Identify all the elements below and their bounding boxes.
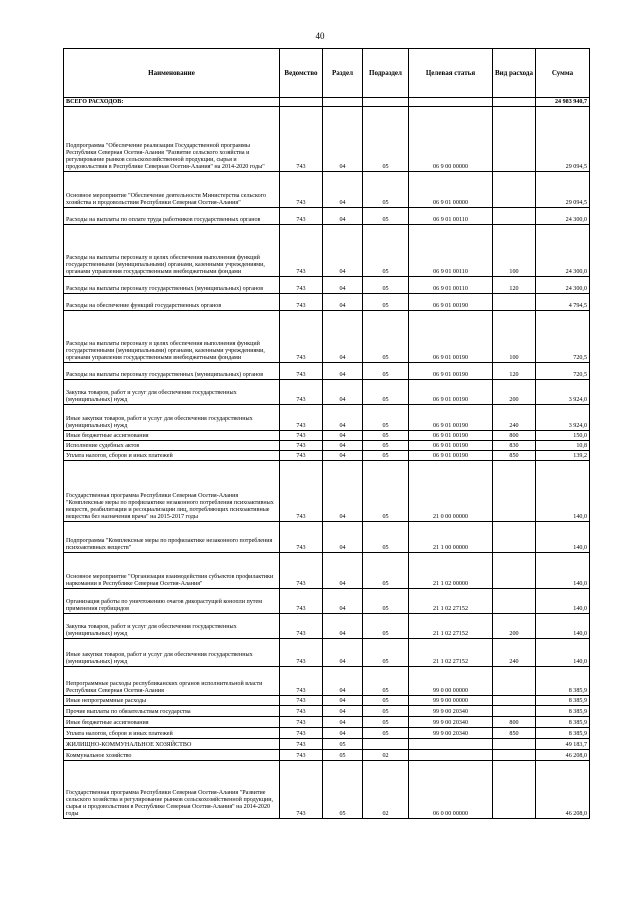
row-expense-type: [493, 706, 536, 717]
row-department: 743: [280, 553, 323, 589]
row-amount: 24 300,0: [536, 208, 590, 225]
row-section: 04: [323, 553, 363, 589]
row-name: Организация работы по уничтожению очагов дикорастущей конопли путем применения гербицидов: [64, 589, 280, 614]
row-section: 04: [323, 277, 363, 294]
row-name: Расходы на выплаты по оплате труда работников государственных органов: [64, 208, 280, 225]
row-amount: 150,0: [536, 431, 590, 441]
row-expense-type: 850: [493, 451, 536, 461]
table-row: [64, 522, 590, 553]
row-expense-type: [493, 761, 536, 819]
row-target-item: 06 9 01 00190: [409, 294, 493, 311]
row-department: 743: [280, 667, 323, 696]
row-section: 05: [323, 750, 363, 761]
table-row: [64, 311, 590, 363]
row-department: 743: [280, 380, 323, 405]
row-department: 743: [280, 461, 323, 522]
row-amount: 24 983 940,7: [536, 98, 590, 107]
row-section: 04: [323, 728, 363, 739]
row-amount: 140,0: [536, 553, 590, 589]
table-row: [64, 750, 590, 761]
row-department: 743: [280, 728, 323, 739]
header-amount: Сумма: [536, 49, 590, 98]
row-name: Расходы на выплаты персоналу государственных (муниципальных) органов: [64, 363, 280, 380]
row-subsection: 05: [363, 522, 409, 553]
row-section: 04: [323, 294, 363, 311]
row-expense-type: 800: [493, 431, 536, 441]
table-row: [64, 639, 590, 667]
row-name: Подпрограмма "Обеспечение реализации Государственной программы Республики Северная Осетия-Алания "Развитие сельского хозяйства и регулирование рынков сельскохозяйственной продукции, сырья и продовольствия в Республике Северная Осетия-Алания" на 2014-2020 годы": [64, 107, 280, 172]
row-amount: 29 094,5: [536, 107, 590, 172]
row-expense-type: 240: [493, 405, 536, 431]
table-row: [64, 380, 590, 405]
row-subsection: 05: [363, 208, 409, 225]
row-target-item: 21 1 02 00000: [409, 553, 493, 589]
row-section: 04: [323, 225, 363, 277]
row-section: 04: [323, 589, 363, 614]
header-target-item: Целевая статья: [409, 49, 493, 98]
row-name: Иные бюджетные ассигнования: [64, 431, 280, 441]
row-target-item: 21 1 02 27152: [409, 639, 493, 667]
row-department: [280, 98, 323, 107]
row-subsection: 05: [363, 553, 409, 589]
row-name: Уплата налогов, сборов и иных платежей: [64, 728, 280, 739]
table-row: [64, 761, 590, 819]
row-amount: 8 385,9: [536, 717, 590, 728]
row-subsection: 05: [363, 451, 409, 461]
row-department: 743: [280, 431, 323, 441]
row-amount: 46 208,0: [536, 761, 590, 819]
row-section: 04: [323, 639, 363, 667]
row-expense-type: [493, 107, 536, 172]
row-department: 743: [280, 614, 323, 639]
table-row: [64, 225, 590, 277]
row-department: 743: [280, 225, 323, 277]
row-target-item: 99 9 00 20340: [409, 717, 493, 728]
expenditure-table: [63, 48, 590, 819]
row-subsection: 05: [363, 614, 409, 639]
page-number: 40: [315, 31, 325, 41]
row-subsection: 05: [363, 717, 409, 728]
row-subsection: 05: [363, 431, 409, 441]
table-row: [64, 107, 590, 172]
row-subsection: 05: [363, 728, 409, 739]
row-name: Непрограммные расходы республиканских органов исполнительной власти Республики Северная Осетия-Алания: [64, 667, 280, 696]
row-subsection: 05: [363, 441, 409, 451]
row-subsection: 02: [363, 750, 409, 761]
row-name: Иные непрограммные расходы: [64, 696, 280, 706]
table-row: [64, 461, 590, 522]
row-name: ВСЕГО РАСХОДОВ:: [64, 98, 280, 107]
row-section: 04: [323, 461, 363, 522]
row-name: Прочие выплаты по обязательствам государства: [64, 706, 280, 717]
table-row: [64, 405, 590, 431]
table-row: [64, 277, 590, 294]
row-target-item: 06 9 01 00110: [409, 225, 493, 277]
row-amount: 29 094,5: [536, 172, 590, 208]
row-section: 04: [323, 107, 363, 172]
row-department: 743: [280, 172, 323, 208]
row-target-item: 06 9 01 00190: [409, 441, 493, 451]
row-department: 743: [280, 294, 323, 311]
table-row: [64, 553, 590, 589]
row-amount: 49 183,7: [536, 739, 590, 750]
row-section: 04: [323, 667, 363, 696]
row-department: 743: [280, 522, 323, 553]
row-expense-type: [493, 461, 536, 522]
table-row: [64, 614, 590, 639]
table-row: [64, 208, 590, 225]
row-expense-type: [493, 98, 536, 107]
row-section: 04: [323, 706, 363, 717]
row-amount: 8 385,9: [536, 728, 590, 739]
row-amount: 140,0: [536, 522, 590, 553]
row-subsection: 05: [363, 380, 409, 405]
row-department: 743: [280, 761, 323, 819]
header-name: Наименование: [64, 49, 280, 98]
row-department: 743: [280, 639, 323, 667]
row-name: Закупка товаров, работ и услуг для обеспечения государственных (муниципальных) нужд: [64, 380, 280, 405]
row-expense-type: [493, 172, 536, 208]
row-subsection: 05: [363, 639, 409, 667]
row-name: Расходы на выплаты персоналу в целях обеспечения выполнения функций государственными (муниципальными) органами, казенными учреждениями, органами управления государственными внебюджетными фондами: [64, 225, 280, 277]
row-expense-type: 100: [493, 225, 536, 277]
table-row: [64, 441, 590, 451]
row-target-item: 06 9 01 00190: [409, 311, 493, 363]
row-expense-type: 200: [493, 614, 536, 639]
row-name: ЖИЛИЩНО-КОММУНАЛЬНОЕ ХОЗЯЙСТВО: [64, 739, 280, 750]
row-department: 743: [280, 739, 323, 750]
row-amount: 720,5: [536, 363, 590, 380]
row-section: 04: [323, 522, 363, 553]
row-department: 743: [280, 589, 323, 614]
row-subsection: [363, 98, 409, 107]
table-row: [64, 739, 590, 750]
row-target-item: 06 9 01 00190: [409, 363, 493, 380]
row-department: 743: [280, 441, 323, 451]
row-section: 05: [323, 739, 363, 750]
row-target-item: [409, 750, 493, 761]
row-target-item: 21 0 00 00000: [409, 461, 493, 522]
table-row: [64, 98, 590, 107]
row-subsection: 05: [363, 225, 409, 277]
row-name: Государственная программа Республики Северная Осетия-Алания "Комплексные меры по профилактике незаконного потребления психоактивных веществ, реабилитации и ресоциализации лиц, потребляющих психоактивные вещества без назначения врача" на 2015-2017 годы: [64, 461, 280, 522]
row-subsection: 05: [363, 461, 409, 522]
row-amount: 140,0: [536, 589, 590, 614]
row-name: Основное мероприятие "Обеспечение деятельности Министерства сельского хозяйства и продовольствия Республики Северная Осетия-Алания": [64, 172, 280, 208]
table-row: [64, 717, 590, 728]
row-section: 04: [323, 172, 363, 208]
row-section: 04: [323, 717, 363, 728]
row-target-item: 06 9 00 00000: [409, 107, 493, 172]
row-amount: 140,0: [536, 614, 590, 639]
row-department: 743: [280, 311, 323, 363]
table-row: [64, 363, 590, 380]
row-subsection: 05: [363, 363, 409, 380]
row-expense-type: [493, 589, 536, 614]
row-section: 04: [323, 431, 363, 441]
row-expense-type: 240: [493, 639, 536, 667]
row-name: Закупка товаров, работ и услуг для обеспечения государственных (муниципальных) нужд: [64, 614, 280, 639]
row-section: 04: [323, 696, 363, 706]
row-target-item: 06 9 01 00190: [409, 380, 493, 405]
row-target-item: 06 9 01 00190: [409, 431, 493, 441]
row-target-item: 21 1 00 00000: [409, 522, 493, 553]
row-target-item: 06 9 01 00110: [409, 208, 493, 225]
row-department: 743: [280, 717, 323, 728]
row-target-item: 21 1 02 27152: [409, 589, 493, 614]
row-target-item: 06 0 00 00000: [409, 761, 493, 819]
table-row: [64, 451, 590, 461]
row-subsection: [363, 739, 409, 750]
table-row: [64, 706, 590, 717]
row-target-item: 06 9 01 00190: [409, 405, 493, 431]
row-section: 04: [323, 441, 363, 451]
row-section: 05: [323, 761, 363, 819]
row-amount: 8 385,9: [536, 667, 590, 696]
row-target-item: 06 9 01 00000: [409, 172, 493, 208]
row-department: 743: [280, 696, 323, 706]
table-row: [64, 589, 590, 614]
table-row: [64, 667, 590, 696]
row-subsection: 05: [363, 311, 409, 363]
row-subsection: 05: [363, 277, 409, 294]
row-subsection: 05: [363, 172, 409, 208]
row-name: Коммунальное хозяйство: [64, 750, 280, 761]
row-target-item: 99 9 00 20340: [409, 706, 493, 717]
row-expense-type: [493, 750, 536, 761]
table-row: [64, 728, 590, 739]
row-name: Расходы на выплаты персоналу в целях обеспечения выполнения функций государственными (муниципальными) органами, казенными учреждениями, органами управления государственными внебюджетными фондами: [64, 311, 280, 363]
row-target-item: 99 0 00 00000: [409, 667, 493, 696]
row-name: Иные закупки товаров, работ и услуг для обеспечения государственных (муниципальных) нужд: [64, 639, 280, 667]
row-target-item: [409, 98, 493, 107]
row-department: 743: [280, 451, 323, 461]
row-amount: 3 924,0: [536, 405, 590, 431]
table-row: [64, 172, 590, 208]
row-name: Основное мероприятие "Организация взаимодействия субъектов профилактики наркомании в Республике Северная Осетия-Алания": [64, 553, 280, 589]
row-amount: 46 208,0: [536, 750, 590, 761]
row-name: Расходы на обеспечение функций государственных органов: [64, 294, 280, 311]
row-section: 04: [323, 311, 363, 363]
row-target-item: 99 9 00 20340: [409, 728, 493, 739]
row-name: Исполнение судебных актов: [64, 441, 280, 451]
row-section: 04: [323, 380, 363, 405]
header-department: Ведомство: [280, 49, 323, 98]
row-name: Государственная программа Республики Северная Осетия-Алания "Развитие сельского хозяйства и регулирование рынков сельскохозяйственной продукции, сырья и продовольствия в Республике Северная Осетия-Алания" на 2014-2020 годы: [64, 761, 280, 819]
row-department: 743: [280, 107, 323, 172]
row-amount: 4 794,5: [536, 294, 590, 311]
row-section: 04: [323, 363, 363, 380]
row-amount: 10,8: [536, 441, 590, 451]
row-section: 04: [323, 451, 363, 461]
row-target-item: 21 1 02 27152: [409, 614, 493, 639]
row-amount: 8 385,9: [536, 696, 590, 706]
table-row: [64, 294, 590, 311]
row-section: 04: [323, 405, 363, 431]
row-name: Иные бюджетные ассигнования: [64, 717, 280, 728]
row-department: 743: [280, 208, 323, 225]
table-row: [64, 696, 590, 706]
header-expense-type: Вид расхода: [493, 49, 536, 98]
row-subsection: 05: [363, 589, 409, 614]
row-expense-type: 120: [493, 277, 536, 294]
row-expense-type: 800: [493, 717, 536, 728]
table-header-row: [64, 49, 590, 98]
row-name: Иные закупки товаров, работ и услуг для обеспечения государственных (муниципальных) нужд: [64, 405, 280, 431]
row-expense-type: [493, 208, 536, 225]
row-target-item: 06 9 01 00110: [409, 277, 493, 294]
row-expense-type: [493, 667, 536, 696]
row-amount: 720,5: [536, 311, 590, 363]
row-subsection: 05: [363, 696, 409, 706]
row-expense-type: [493, 553, 536, 589]
row-name: Расходы на выплаты персоналу государственных (муниципальных) органов: [64, 277, 280, 294]
row-department: 743: [280, 750, 323, 761]
row-subsection: 05: [363, 294, 409, 311]
row-section: 04: [323, 614, 363, 639]
row-amount: 24 300,0: [536, 225, 590, 277]
header-subsection: Подраздел: [363, 49, 409, 98]
row-target-item: 06 9 01 00190: [409, 451, 493, 461]
row-expense-type: 830: [493, 441, 536, 451]
row-name: Уплата налогов, сборов и иных платежей: [64, 451, 280, 461]
row-department: 743: [280, 277, 323, 294]
row-expense-type: [493, 739, 536, 750]
row-expense-type: [493, 522, 536, 553]
row-amount: 139,2: [536, 451, 590, 461]
row-department: 743: [280, 706, 323, 717]
row-expense-type: [493, 696, 536, 706]
row-expense-type: 100: [493, 311, 536, 363]
row-amount: 8 385,9: [536, 706, 590, 717]
row-amount: 3 924,0: [536, 380, 590, 405]
row-expense-type: 200: [493, 380, 536, 405]
row-department: 743: [280, 405, 323, 431]
header-section: Раздел: [323, 49, 363, 98]
row-subsection: 02: [363, 761, 409, 819]
row-amount: 24 300,0: [536, 277, 590, 294]
row-target-item: [409, 739, 493, 750]
row-amount: 140,0: [536, 639, 590, 667]
row-section: 04: [323, 208, 363, 225]
table-row: [64, 431, 590, 441]
row-name: Подпрограмма "Комплексные меры по профилактике незаконного потребления психоактивных веществ": [64, 522, 280, 553]
row-expense-type: [493, 294, 536, 311]
row-subsection: 05: [363, 107, 409, 172]
row-target-item: 99 9 00 00000: [409, 696, 493, 706]
row-department: 743: [280, 363, 323, 380]
row-expense-type: 850: [493, 728, 536, 739]
row-subsection: 05: [363, 706, 409, 717]
row-subsection: 05: [363, 405, 409, 431]
row-section: [323, 98, 363, 107]
row-expense-type: 120: [493, 363, 536, 380]
row-amount: 140,0: [536, 461, 590, 522]
row-subsection: 05: [363, 667, 409, 696]
